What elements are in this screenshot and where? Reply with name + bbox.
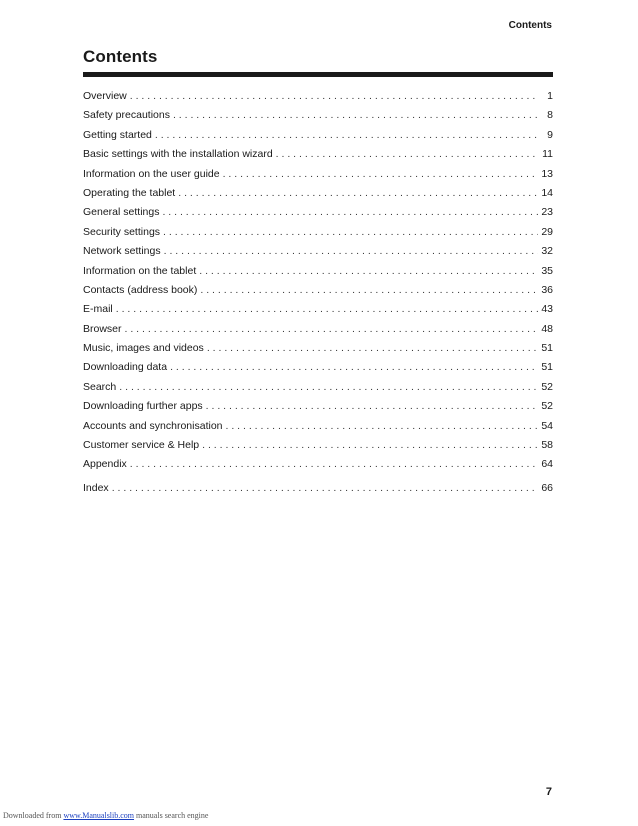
toc-dot-leader (112, 479, 538, 498)
toc-entry[interactable] (83, 436, 553, 455)
toc-entry-title: Overview (83, 90, 127, 102)
toc-entry-page: 36 (541, 283, 553, 296)
toc-entry[interactable] (83, 320, 553, 339)
toc-dot-leader (206, 397, 538, 416)
toc-entry-title: Information on the user guide (83, 167, 220, 180)
toc-entry[interactable] (83, 455, 553, 474)
toc-entry[interactable] (83, 184, 553, 203)
toc-entry-page: 23 (541, 206, 553, 219)
toc-entry-page: 66 (541, 481, 553, 494)
toc-entry[interactable] (83, 242, 553, 261)
toc-entry[interactable] (83, 262, 553, 281)
toc-entry-page: 14 (541, 186, 553, 199)
toc-dot-leader (223, 165, 538, 184)
toc-dot-leader (173, 106, 538, 125)
toc-dot-leader (116, 300, 538, 319)
toc-entry-page: 58 (541, 439, 553, 452)
toc-entry-page: 43 (541, 303, 553, 316)
toc-entry[interactable] (83, 126, 553, 145)
toc-entry-title: Browser (83, 322, 122, 335)
toc-dot-leader (130, 87, 538, 106)
toc-dot-leader (202, 436, 538, 455)
toc-entry-title: Downloading further apps (83, 400, 203, 413)
toc-entry-title: Accounts and synchronisation (83, 419, 223, 432)
toc-entry-title: Appendix (83, 458, 127, 471)
toc-entry-page: 51 (541, 361, 553, 374)
page-title: Contents (83, 47, 158, 66)
toc-dot-leader (163, 223, 538, 242)
toc-entry[interactable] (83, 358, 553, 377)
toc-entry[interactable] (83, 203, 553, 222)
page-number: 7 (545, 786, 552, 798)
toc-entry[interactable] (83, 145, 553, 164)
toc-dot-leader (200, 281, 538, 300)
toc-entry[interactable] (83, 417, 553, 436)
download-prefix: Downloaded from (3, 811, 64, 820)
toc-dot-leader (119, 378, 538, 397)
toc-dot-leader (170, 358, 538, 377)
toc-entry[interactable] (83, 378, 553, 397)
toc-entry-title: Safety precautions (83, 109, 170, 122)
toc-entry[interactable] (83, 479, 553, 498)
toc-dot-leader (199, 262, 538, 281)
toc-entry-page: 54 (541, 419, 553, 432)
toc-entry-page: 1 (547, 90, 553, 102)
toc-entry-page: 9 (547, 128, 553, 141)
toc-entry-page: 51 (541, 342, 553, 355)
toc-entry-page: 48 (541, 322, 553, 335)
toc-entry-title: General settings (83, 206, 160, 219)
download-footer (3, 811, 208, 820)
manualslib-link[interactable]: www.Manualslib.com (63, 811, 135, 820)
toc-entry-page: 35 (541, 264, 553, 277)
title-rule (83, 72, 553, 77)
table-of-contents (83, 87, 553, 498)
toc-dot-leader (125, 320, 538, 339)
toc-entry[interactable] (83, 223, 553, 242)
toc-entry-page: 13 (541, 167, 553, 180)
toc-entry[interactable] (83, 165, 553, 184)
toc-entry-title: Information on the tablet (83, 264, 197, 277)
toc-entry-page: 64 (541, 458, 553, 471)
toc-entry-title: Operating the tablet (83, 186, 176, 199)
toc-entry-page: 32 (541, 245, 553, 258)
toc-entry-title: Customer service & Help (83, 439, 200, 452)
toc-entry-page: 29 (541, 225, 553, 238)
toc-entry-title: Basic settings with the installation wizard (83, 148, 273, 161)
toc-dot-leader (276, 145, 538, 164)
toc-entry[interactable] (83, 281, 553, 300)
toc-entry-title: Security settings (83, 225, 161, 238)
toc-entry-page: 11 (542, 148, 553, 161)
toc-entry-title: Music, images and videos (83, 342, 204, 355)
toc-entry-title: Index (83, 481, 109, 494)
toc-entry[interactable] (83, 300, 553, 319)
toc-entry[interactable] (83, 106, 553, 125)
toc-entry-title: E-mail (83, 303, 113, 316)
toc-entry-title: Getting started (83, 128, 152, 141)
toc-entry-title: Search (83, 380, 117, 393)
toc-dot-leader (207, 339, 538, 358)
toc-entry-title: Network settings (83, 245, 161, 258)
running-header: Contents (508, 20, 552, 31)
toc-entry-page: 52 (541, 380, 553, 393)
toc-dot-leader (162, 203, 538, 222)
toc-entry-title: Contacts (address book) (83, 283, 198, 296)
toc-entry-page: 8 (547, 109, 553, 122)
toc-dot-leader (130, 455, 538, 474)
toc-entry[interactable] (83, 397, 553, 416)
toc-entry[interactable] (83, 339, 553, 358)
toc-dot-leader (178, 184, 538, 203)
toc-entry[interactable] (83, 87, 553, 106)
download-suffix: manuals search engine (134, 811, 209, 820)
toc-dot-leader (164, 242, 538, 261)
toc-dot-leader (226, 417, 539, 436)
toc-dot-leader (155, 126, 538, 145)
toc-entry-page: 52 (541, 400, 553, 413)
toc-entry-title: Downloading data (83, 361, 168, 374)
